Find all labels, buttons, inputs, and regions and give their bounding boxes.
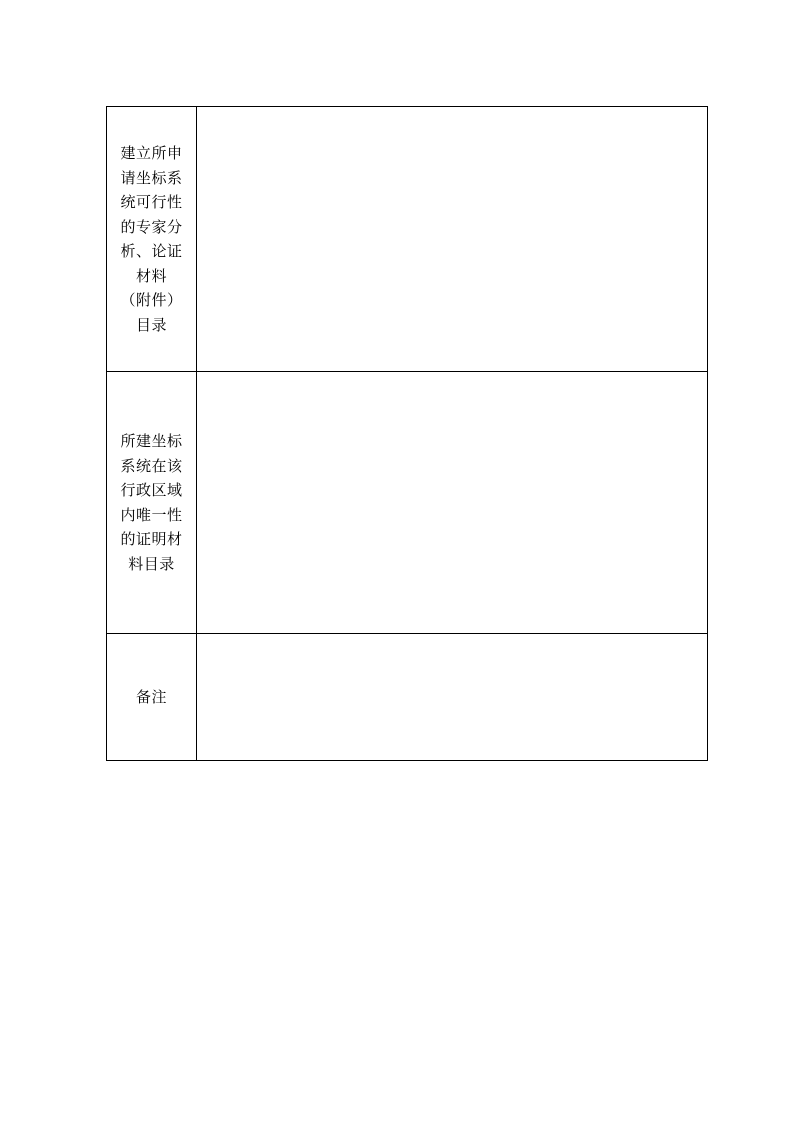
feasibility-materials-label: 建立所申 请坐标系 统可行性 的专家分 析、论证 材料 （附件） 目录	[120, 144, 183, 334]
form-row-feasibility-materials	[107, 107, 708, 372]
row-label-cell	[107, 634, 197, 761]
remarks-label: 备注	[135, 687, 167, 706]
uniqueness-proof-content[interactable]	[197, 372, 708, 634]
row-label-cell	[107, 107, 197, 372]
uniqueness-proof-label: 所建坐标 系统在该 行政区域 内唯一性 的证明材 料目录	[120, 432, 183, 573]
remarks-content[interactable]	[197, 634, 708, 761]
feasibility-materials-content[interactable]	[197, 107, 708, 372]
form-row-uniqueness-proof	[107, 372, 708, 634]
form-row-remarks	[107, 634, 708, 761]
row-label-cell	[107, 372, 197, 634]
application-form-table	[106, 106, 708, 761]
